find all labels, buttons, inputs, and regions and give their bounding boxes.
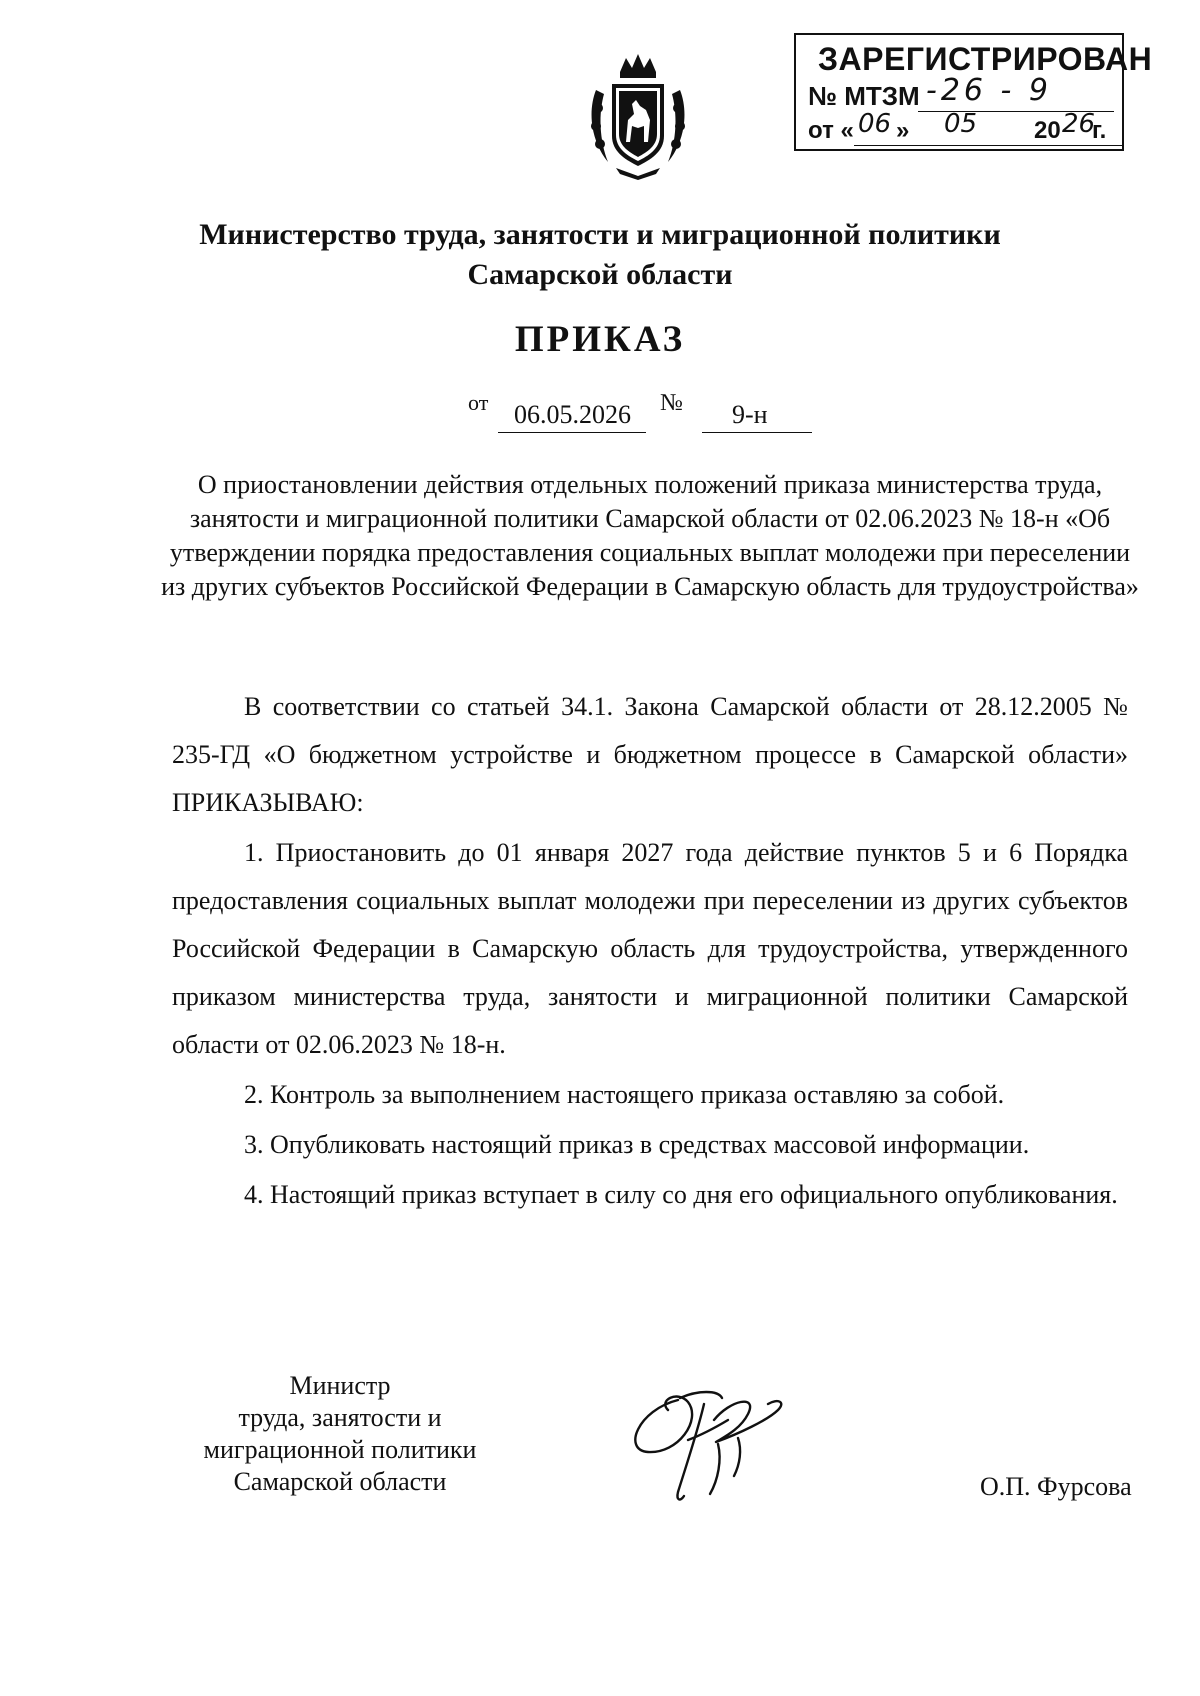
number-underline [702, 432, 812, 433]
document-body [172, 683, 1128, 1221]
stamp-date-month: 05 [944, 109, 978, 139]
signer-name: О.П. Фурсова [980, 1472, 1132, 1501]
date-label: от [468, 390, 489, 415]
number-label: № [660, 390, 683, 416]
document-subject: О приостановлении действия отдельных положений приказа министерства труда, занятости и миграционной политики Самарской области от 02.06.2023 № 18-н «Об утверждении порядка предоставления социальных выплат молодежи при переселении из других субъектов Российской Федерации в Самарскую область для трудоустройства» [161, 470, 1139, 601]
preamble: В соответствии со статьей 34.1. Закона Самарской области от 28.12.2005 № 235-ГД «О бюджетном устройстве и бюджетном процессе в Самарской области» ПРИКАЗЫВАЮ: [172, 692, 1128, 817]
organization-name-line2: Самарской области [467, 258, 733, 291]
stamp-date-row [808, 109, 1118, 149]
signer-title [170, 1370, 510, 1498]
signer-title-line3: миграционной политики [203, 1435, 477, 1464]
order-item: 3. Опубликовать настоящий приказ в средствах массовой информации. [244, 1130, 1030, 1159]
date-underline [498, 432, 646, 433]
order-item: 4. Настоящий приказ вступает в силу со дня его официального опубликования. [244, 1180, 1118, 1209]
stamp-number-value: -26 - 9 [926, 73, 1052, 108]
stamp-date-day: 06 [858, 109, 892, 139]
signer-title-line4: Самарской области [233, 1467, 447, 1496]
stamp-date-mid: » [896, 117, 910, 144]
stamp-date-year-prefix: 20 [1034, 117, 1061, 144]
order-item: 1. Приостановить до 01 января 2027 года действие пунктов 5 и 6 Порядка предоставления социальных выплат молодежи при переселении из других субъектов Российской Федерации в Самарскую область для трудоустройства, утвержденного приказом министерства труда, занятости и миграционной политики Самарской области от 02.06.2023 № 18-н. [172, 838, 1128, 1059]
stamp-date-suffix: г. [1092, 117, 1107, 144]
stamp-date-year: 26 [1062, 109, 1096, 139]
registration-stamp [794, 33, 1153, 151]
organization-header [0, 215, 1200, 295]
stamp-title: ЗАРЕГИСТРИРОВАН [818, 41, 1153, 77]
signer-title-line1: Министр [289, 1371, 391, 1400]
signer-title-line2: труда, занятости и [238, 1403, 442, 1432]
document-number: 9-н [732, 400, 768, 429]
stamp-date-line [854, 145, 1122, 146]
coat-of-arms-icon [586, 50, 690, 180]
organization-name-line1: Министерство труда, занятости и миграционной политики [199, 218, 1001, 251]
document-type: ПРИКАЗ [514, 319, 686, 360]
handwritten-signature-icon [618, 1380, 818, 1510]
stamp-number-label: № МТЗМ [808, 81, 920, 111]
document-date-number [468, 390, 828, 438]
document-date: 06.05.2026 [514, 400, 631, 429]
stamp-date-prefix: от « [808, 117, 854, 144]
order-item: 2. Контроль за выполнением настоящего приказа оставляю за собой. [244, 1080, 1005, 1109]
